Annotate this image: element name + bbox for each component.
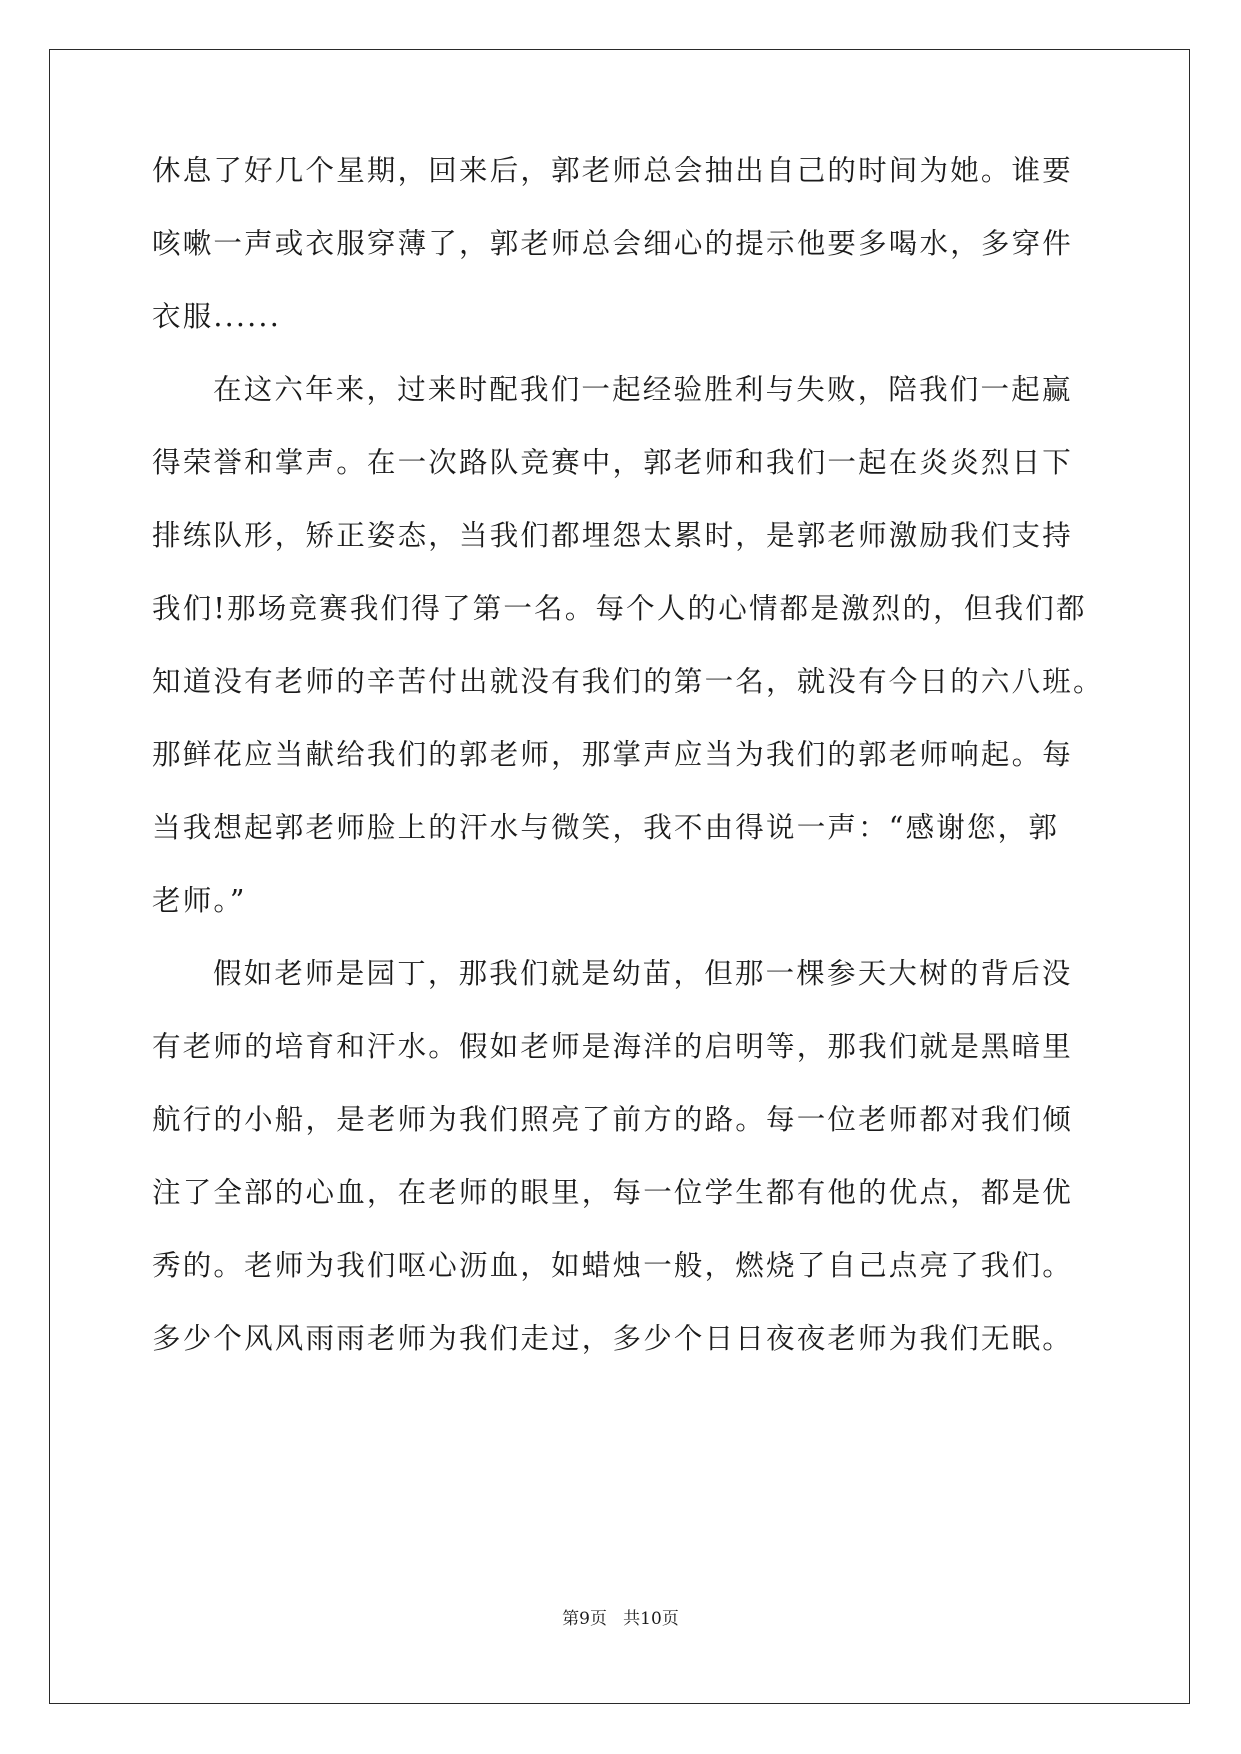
text-line: 有老师的培育和汗水。假如老师是海洋的启明等，那我们就是黑暗里 <box>152 1030 1074 1063</box>
text-line: 知道没有老师的辛苦付出就没有我们的第一名，就没有今日的六八班。 <box>152 665 1104 698</box>
text-line: 休息了好几个星期，回来后，郭老师总会抽出自己的时间为她。谁要 <box>152 154 1074 187</box>
paragraph-first-line: 假如老师是园丁，那我们就是幼苗，但那一棵参天大树的背后没 <box>213 957 1073 990</box>
text-line: 当我想起郭老师脸上的汗水与微笑，我不由得说一声：“感谢您，郭 <box>152 811 1060 844</box>
text-line: 老师。” <box>152 884 247 917</box>
text-line: 排练队形，矫正姿态，当我们都埋怨太累时，是郭老师激励我们支持 <box>152 519 1074 552</box>
text-line: 我们!那场竞赛我们得了第一名。每个人的心情都是激烈的，但我们都 <box>152 592 1087 625</box>
paragraph-first-line: 在这六年来，过来时配我们一起经验胜利与失败，陪我们一起赢 <box>213 373 1073 406</box>
page-number: 第9页 共10页 <box>562 1609 679 1629</box>
text-line: 注了全部的心血，在老师的眼里，每一位学生都有他的优点，都是优 <box>152 1176 1074 1209</box>
text-line: 那鲜花应当献给我们的郭老师，那掌声应当为我们的郭老师响起。每 <box>152 738 1074 771</box>
text-line: 得荣誉和掌声。在一次路队竞赛中，郭老师和我们一起在炎炎烈日下 <box>152 446 1074 479</box>
text-line: 咳嗽一声或衣服穿薄了，郭老师总会细心的提示他要多喝水，多穿件 <box>152 227 1074 260</box>
text-line: 秀的。老师为我们呕心沥血，如蜡烛一般，燃烧了自己点亮了我们。 <box>152 1249 1074 1282</box>
text-line: 多少个风风雨雨老师为我们走过，多少个日日夜夜老师为我们无眠。 <box>152 1322 1074 1355</box>
text-line: 衣服...... <box>152 300 281 333</box>
text-line: 航行的小船，是老师为我们照亮了前方的路。每一位老师都对我们倾 <box>152 1103 1074 1136</box>
